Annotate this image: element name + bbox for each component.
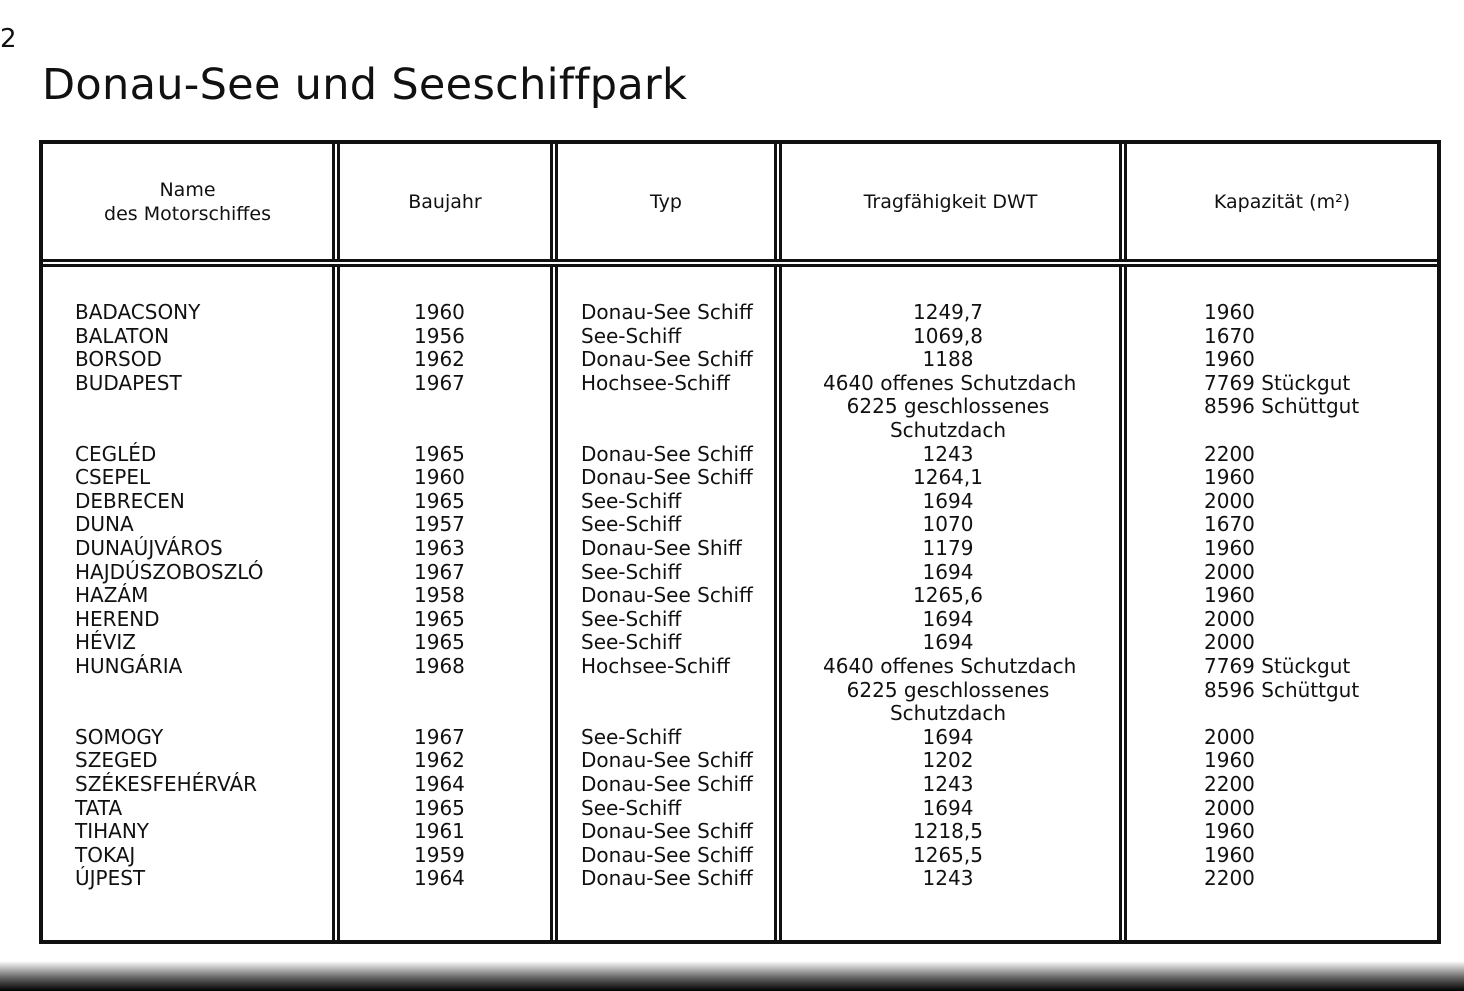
ship-name: DEBRECEN <box>75 488 185 513</box>
ship-name: HEREND <box>75 606 160 631</box>
ship-type: See-Schiff <box>581 606 682 631</box>
table-row <box>43 584 1437 608</box>
capacity <box>1204 325 1255 349</box>
deadweight-line: 1179 <box>922 535 974 560</box>
deadweight <box>823 608 1073 632</box>
table-row <box>43 631 1437 655</box>
deadweight <box>823 490 1073 514</box>
capacity <box>1204 631 1255 655</box>
ship-name: SZEGED <box>75 748 158 773</box>
ship-type: See-Schiff <box>581 512 682 537</box>
deadweight <box>823 443 1073 467</box>
capacity-line: 2000 <box>1204 795 1255 820</box>
build-year: 1964 <box>414 866 465 891</box>
deadweight-line: 1694 <box>922 630 974 655</box>
deadweight <box>823 867 1073 891</box>
capacity <box>1204 443 1255 467</box>
deadweight-line: 1243 <box>922 866 974 891</box>
capacity-line: 2000 <box>1204 559 1255 584</box>
ship-name: TATA <box>75 795 123 820</box>
ship-name: BORSOD <box>75 347 162 372</box>
ship-type: Donau-See Schiff <box>581 583 753 608</box>
build-year: 1963 <box>414 535 465 560</box>
capacity-line: 2200 <box>1204 441 1255 466</box>
deadweight <box>823 325 1073 349</box>
capacity-line: 1960 <box>1204 535 1255 560</box>
build-year: 1968 <box>414 653 465 678</box>
deadweight <box>823 797 1073 821</box>
build-year: 1960 <box>414 465 465 490</box>
build-year: 1965 <box>414 795 465 820</box>
ship-type: See-Schiff <box>581 559 682 584</box>
header-year-label: Baujahr <box>408 190 482 213</box>
capacity <box>1204 537 1255 561</box>
capacity <box>1204 773 1255 797</box>
deadweight <box>823 466 1073 490</box>
capacity <box>1204 608 1255 632</box>
build-year: 1967 <box>414 724 465 749</box>
ship-type: Donau-See Schiff <box>581 748 753 773</box>
capacity <box>1204 513 1255 537</box>
deadweight <box>823 726 1073 750</box>
deadweight <box>823 820 1073 844</box>
deadweight-line: Schutzdach <box>889 701 1006 726</box>
deadweight-line: 4640 offenes Schutzdach <box>823 653 1077 678</box>
deadweight-line: 1265,5 <box>913 842 983 867</box>
capacity-line: 1960 <box>1204 300 1255 324</box>
ship-name: TOKAJ <box>75 842 136 867</box>
capacity <box>1204 490 1255 514</box>
table-row <box>43 773 1437 797</box>
table-body <box>43 301 1437 891</box>
deadweight <box>823 749 1073 773</box>
build-year: 1957 <box>414 512 465 537</box>
capacity-line: 2000 <box>1204 488 1255 513</box>
deadweight <box>823 301 1073 325</box>
capacity <box>1204 844 1255 868</box>
ship-name: HAJDÚSZOBOSZLÓ <box>75 559 264 584</box>
ship-name: HÉVIZ <box>75 630 136 655</box>
build-year: 1961 <box>414 819 465 844</box>
deadweight-line: 1249,7 <box>913 300 983 324</box>
capacity-line: 2000 <box>1204 606 1255 631</box>
deadweight-line: 1694 <box>922 795 974 820</box>
ship-type: Donau-See Schiff <box>581 465 753 490</box>
ship-name: SOMOGY <box>75 724 164 749</box>
capacity-line: 8596 Schüttgut <box>1204 394 1360 419</box>
header-divider <box>43 259 1437 267</box>
capacity-line: 7769 Stückgut <box>1204 653 1351 678</box>
ship-name: DUNAÚJVÁROS <box>75 535 223 560</box>
table-row <box>43 867 1437 891</box>
ship-type: Donau-See Schiff <box>581 771 753 796</box>
table-row <box>43 726 1437 750</box>
ship-type: Donau-See Schiff <box>581 300 753 324</box>
table-row <box>43 325 1437 349</box>
ship-type: Donau-See Schiff <box>581 819 753 844</box>
capacity <box>1204 301 1255 325</box>
ship-name: HAZÁM <box>75 583 149 608</box>
table-row <box>43 466 1437 490</box>
table-row <box>43 655 1437 726</box>
deadweight-line: 1694 <box>922 606 974 631</box>
page-shadow <box>0 961 1464 991</box>
ship-name: HUNGÁRIA <box>75 653 183 678</box>
header-capacity <box>1127 144 1437 259</box>
deadweight-line: 6225 geschlossenes <box>846 394 1050 419</box>
build-year: 1967 <box>414 559 465 584</box>
deadweight-line: 1265,6 <box>913 583 983 608</box>
deadweight-line: 1264,1 <box>913 465 983 490</box>
build-year: 1967 <box>414 370 465 395</box>
deadweight <box>823 773 1073 797</box>
capacity-line: 1670 <box>1204 323 1255 348</box>
build-year: 1956 <box>414 323 465 348</box>
capacity-line: 1960 <box>1204 583 1255 608</box>
ship-name: BUDAPEST <box>75 370 182 395</box>
build-year: 1959 <box>414 842 465 867</box>
build-year: 1964 <box>414 771 465 796</box>
build-year: 1965 <box>414 441 465 466</box>
capacity <box>1204 466 1255 490</box>
capacity <box>1204 797 1255 821</box>
build-year: 1962 <box>414 748 465 773</box>
ship-type: See-Schiff <box>581 795 682 820</box>
capacity <box>1204 584 1255 608</box>
ship-type: Hochsee-Schiff <box>581 653 730 678</box>
ship-type: Donau-See Schiff <box>581 441 753 466</box>
capacity-line: 1960 <box>1204 819 1255 844</box>
header-capacity-label: Kapazität (m²) <box>1213 190 1351 213</box>
table-row <box>43 844 1437 868</box>
table-row <box>43 820 1437 844</box>
ship-table <box>39 140 1441 944</box>
header-ship-name <box>43 144 332 259</box>
build-year: 1965 <box>414 488 465 513</box>
build-year: 1965 <box>414 630 465 655</box>
capacity <box>1204 867 1255 891</box>
capacity-line: 2200 <box>1204 866 1255 891</box>
deadweight <box>823 631 1073 655</box>
deadweight-line: 1218,5 <box>913 819 983 844</box>
deadweight-line: 1069,8 <box>913 323 983 348</box>
table-row <box>43 490 1437 514</box>
build-year: 1958 <box>414 583 465 608</box>
table-row <box>43 513 1437 537</box>
table-row <box>43 749 1437 773</box>
deadweight-line: 4640 offenes Schutzdach <box>823 370 1077 395</box>
ship-type: Donau-See Schiff <box>581 347 753 372</box>
page-title: Donau-See und Seeschiffpark <box>42 60 688 110</box>
capacity-line: 7769 Stückgut <box>1204 370 1351 395</box>
deadweight-line: 6225 geschlossenes <box>846 677 1050 702</box>
table-row <box>43 372 1437 443</box>
ship-name: CEGLÉD <box>75 441 157 466</box>
header-dwt <box>782 144 1119 259</box>
deadweight-line: 1694 <box>922 559 974 584</box>
capacity-line: 1960 <box>1204 465 1255 490</box>
deadweight-line: 1694 <box>922 488 974 513</box>
ship-type: See-Schiff <box>581 630 682 655</box>
header-ship-name-line1: Name <box>159 178 216 201</box>
build-year: 1962 <box>414 347 465 372</box>
deadweight-line: 1243 <box>922 771 974 796</box>
deadweight-line: 1202 <box>922 748 974 773</box>
capacity-line: 1670 <box>1204 512 1255 537</box>
deadweight <box>823 584 1073 608</box>
table-row <box>43 443 1437 467</box>
ship-type: Donau-See Shiff <box>581 535 742 560</box>
table-row <box>43 797 1437 821</box>
deadweight <box>823 653 1077 726</box>
capacity <box>1204 372 1359 419</box>
capacity <box>1204 726 1255 750</box>
deadweight <box>823 348 1073 372</box>
header-type-label: Typ <box>650 190 682 213</box>
capacity-line: 1960 <box>1204 842 1255 867</box>
capacity-line: 8596 Schüttgut <box>1204 677 1360 702</box>
capacity <box>1204 348 1255 372</box>
ship-name: DUNA <box>75 512 134 537</box>
capacity-line: 2000 <box>1204 724 1255 749</box>
ship-name: ÚJPEST <box>75 866 146 891</box>
table-row <box>43 301 1437 325</box>
ship-name: SZÉKESFEHÉRVÁR <box>75 771 258 796</box>
deadweight-line: 1070 <box>922 512 974 537</box>
table-row <box>43 537 1437 561</box>
header-type <box>558 144 774 259</box>
ship-type: Donau-See Schiff <box>581 842 753 867</box>
deadweight-line: 1188 <box>922 347 974 372</box>
ship-type: Hochsee-Schiff <box>581 370 730 395</box>
ship-name: BADACSONY <box>75 300 201 324</box>
table-row <box>43 348 1437 372</box>
ship-name: CSEPEL <box>75 465 151 490</box>
deadweight-line: 1243 <box>922 441 974 466</box>
header-year <box>340 144 550 259</box>
capacity-line: 1960 <box>1204 748 1255 773</box>
build-year: 1960 <box>414 300 465 324</box>
ship-name: TIHANY <box>75 819 150 844</box>
ship-name: BALATON <box>75 323 170 348</box>
capacity <box>1204 820 1255 844</box>
deadweight <box>823 513 1073 537</box>
capacity <box>1204 749 1255 773</box>
header-ship-name-line2: des Motorschiffes <box>104 202 271 225</box>
capacity-line: 2000 <box>1204 630 1255 655</box>
deadweight <box>823 370 1077 443</box>
ship-type: See-Schiff <box>581 488 682 513</box>
capacity <box>1204 655 1359 702</box>
deadweight-line: Schutzdach <box>889 417 1006 442</box>
ship-type: Donau-See Schiff <box>581 866 753 891</box>
deadweight-line: 1694 <box>922 724 974 749</box>
table-row <box>43 608 1437 632</box>
build-year: 1965 <box>414 606 465 631</box>
page-number: 2 <box>0 24 17 54</box>
deadweight <box>823 844 1073 868</box>
capacity <box>1204 561 1255 585</box>
table-row <box>43 561 1437 585</box>
deadweight <box>823 561 1073 585</box>
ship-type: See-Schiff <box>581 323 682 348</box>
capacity-line: 2200 <box>1204 771 1255 796</box>
ship-type: See-Schiff <box>581 724 682 749</box>
capacity-line: 1960 <box>1204 347 1255 372</box>
deadweight <box>823 537 1073 561</box>
header-dwt-label: Tragfähigkeit DWT <box>863 190 1038 213</box>
